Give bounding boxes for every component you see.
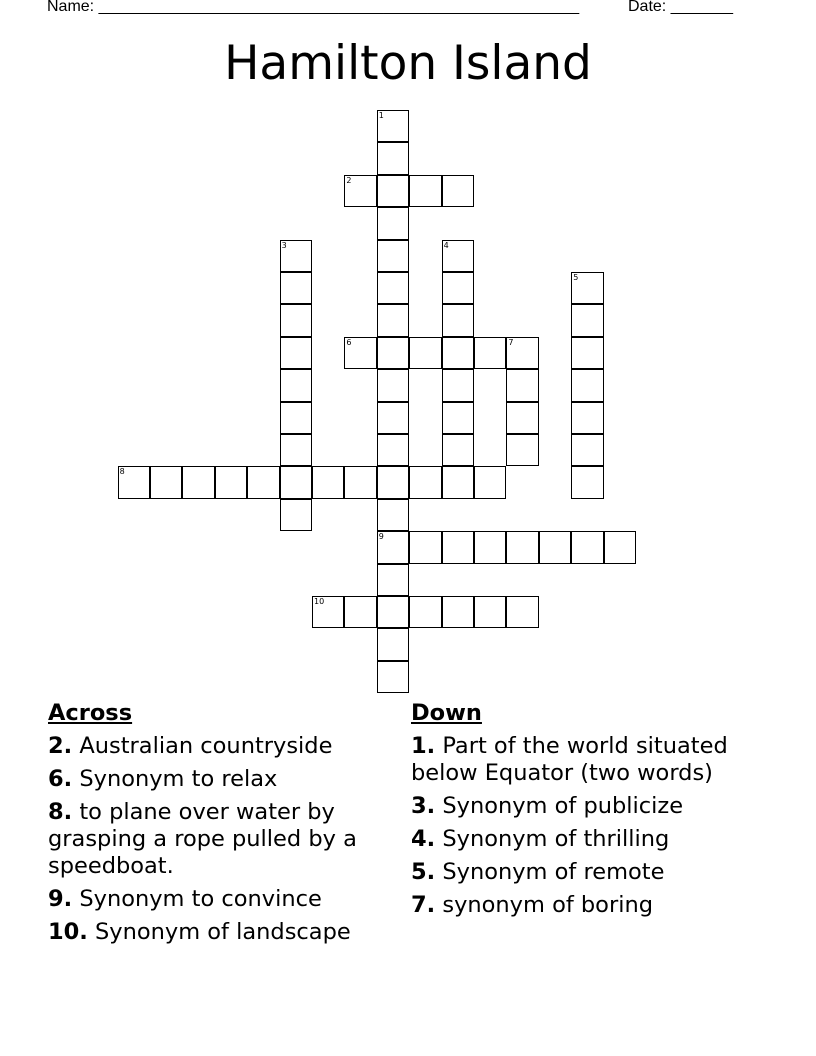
clue-number: 6. bbox=[48, 766, 73, 792]
down-clues bbox=[411, 700, 741, 925]
clue-text: synonym of boring bbox=[435, 892, 653, 918]
grid-cell[interactable] bbox=[377, 434, 409, 466]
grid-cell[interactable] bbox=[280, 466, 312, 498]
down-clue bbox=[411, 892, 741, 919]
grid-cell[interactable] bbox=[506, 402, 538, 434]
grid-cell[interactable] bbox=[377, 369, 409, 401]
grid-cell[interactable] bbox=[474, 466, 506, 498]
grid-cell[interactable] bbox=[377, 110, 409, 142]
cell-number: 9 bbox=[378, 532, 384, 542]
grid-cell[interactable] bbox=[280, 434, 312, 466]
grid-cell[interactable] bbox=[215, 466, 247, 498]
grid-cell[interactable] bbox=[506, 369, 538, 401]
grid-cell[interactable] bbox=[474, 531, 506, 563]
name-field-label: Name: ______________________________________________________ bbox=[47, 0, 580, 15]
clue-text: Synonym of landscape bbox=[87, 919, 351, 945]
grid-cell[interactable] bbox=[571, 466, 603, 498]
down-clue bbox=[411, 859, 741, 886]
across-clue bbox=[48, 886, 400, 913]
grid-cell[interactable] bbox=[377, 337, 409, 369]
grid-cell[interactable] bbox=[377, 142, 409, 174]
across-heading: Across bbox=[48, 700, 133, 726]
grid-cell[interactable] bbox=[571, 272, 603, 304]
page-title: Hamilton Island bbox=[224, 36, 592, 91]
grid-cell[interactable] bbox=[182, 466, 214, 498]
grid-cell[interactable] bbox=[280, 402, 312, 434]
grid-cell[interactable] bbox=[280, 240, 312, 272]
grid-cell[interactable] bbox=[280, 337, 312, 369]
grid-cell[interactable] bbox=[377, 304, 409, 336]
grid-cell[interactable] bbox=[442, 596, 474, 628]
grid-cell[interactable] bbox=[377, 175, 409, 207]
cell-number: 6 bbox=[346, 337, 352, 347]
grid-cell[interactable] bbox=[539, 531, 571, 563]
grid-cell[interactable] bbox=[506, 337, 538, 369]
clue-text: Synonym of thrilling bbox=[435, 826, 670, 852]
grid-cell[interactable] bbox=[442, 531, 474, 563]
down-clue bbox=[411, 793, 741, 820]
grid-cell[interactable] bbox=[344, 466, 376, 498]
grid-cell[interactable] bbox=[312, 466, 344, 498]
grid-cell[interactable] bbox=[571, 304, 603, 336]
clue-text: Australian countryside bbox=[72, 733, 333, 759]
grid-cell[interactable] bbox=[377, 466, 409, 498]
grid-cell[interactable] bbox=[506, 434, 538, 466]
clue-text: Synonym of publicize bbox=[435, 793, 684, 819]
grid-cell[interactable] bbox=[571, 402, 603, 434]
across-clue bbox=[48, 919, 400, 946]
clue-number: 3. bbox=[411, 793, 436, 819]
grid-cell[interactable] bbox=[442, 240, 474, 272]
clue-text: Synonym of remote bbox=[435, 859, 665, 885]
cell-number: 10 bbox=[314, 597, 325, 606]
grid-cell[interactable] bbox=[571, 337, 603, 369]
clue-number: 7. bbox=[411, 892, 436, 918]
grid-cell[interactable] bbox=[377, 628, 409, 660]
clue-number: 1. bbox=[411, 733, 436, 759]
clue-text: Synonym to relax bbox=[72, 766, 278, 792]
grid-cell[interactable] bbox=[442, 175, 474, 207]
grid-cell[interactable] bbox=[280, 369, 312, 401]
across-clue bbox=[48, 799, 400, 880]
grid-cell[interactable] bbox=[409, 337, 441, 369]
grid-cell[interactable] bbox=[442, 369, 474, 401]
grid-cell[interactable] bbox=[344, 337, 376, 369]
cell-number: 1 bbox=[378, 111, 384, 120]
grid-cell[interactable] bbox=[247, 466, 279, 498]
grid-cell[interactable] bbox=[571, 434, 603, 466]
down-clue bbox=[411, 733, 741, 787]
grid-cell[interactable] bbox=[442, 272, 474, 304]
date-field-label: Date: _______ bbox=[628, 0, 733, 15]
cell-number: 5 bbox=[573, 273, 579, 282]
grid-cell[interactable] bbox=[571, 531, 603, 563]
grid-cell[interactable] bbox=[377, 272, 409, 304]
grid-cell[interactable] bbox=[280, 304, 312, 336]
clue-number: 2. bbox=[48, 733, 73, 759]
grid-cell[interactable] bbox=[409, 596, 441, 628]
grid-cell[interactable] bbox=[474, 596, 506, 628]
across-clues bbox=[48, 700, 400, 952]
grid-cell[interactable] bbox=[474, 337, 506, 369]
clue-number: 5. bbox=[411, 859, 436, 885]
grid-cell[interactable] bbox=[506, 596, 538, 628]
clue-text: Part of the world situated below Equator (two words) bbox=[411, 733, 728, 786]
grid-cell[interactable] bbox=[377, 207, 409, 239]
grid-cell[interactable] bbox=[442, 466, 474, 498]
clue-number: 4. bbox=[411, 826, 436, 852]
across-clue bbox=[48, 733, 400, 760]
clue-text: to plane over water by grasping a rope pulled by a speedboat. bbox=[48, 799, 357, 879]
across-clue bbox=[48, 766, 400, 793]
cell-number: 3 bbox=[281, 240, 287, 250]
grid-cell[interactable] bbox=[280, 499, 312, 531]
grid-cell[interactable] bbox=[344, 175, 376, 207]
cell-number: 8 bbox=[119, 467, 125, 477]
grid-cell[interactable] bbox=[344, 596, 376, 628]
clue-number: 9. bbox=[48, 886, 73, 912]
down-heading: Down bbox=[411, 700, 482, 726]
clue-number: 10. bbox=[48, 919, 88, 945]
down-clue bbox=[411, 826, 741, 853]
grid-cell[interactable] bbox=[377, 240, 409, 272]
grid-cell[interactable] bbox=[377, 499, 409, 531]
cell-number: 4 bbox=[443, 240, 449, 250]
grid-cell[interactable] bbox=[377, 531, 409, 563]
grid-cell[interactable] bbox=[409, 466, 441, 498]
grid-cell[interactable] bbox=[506, 531, 538, 563]
grid-cell[interactable] bbox=[442, 434, 474, 466]
grid-cell[interactable] bbox=[409, 175, 441, 207]
grid-cell[interactable] bbox=[377, 596, 409, 628]
grid-cell[interactable] bbox=[571, 369, 603, 401]
grid-cell[interactable] bbox=[312, 596, 344, 628]
grid-cell[interactable] bbox=[377, 661, 409, 693]
grid-cell[interactable] bbox=[118, 466, 150, 498]
clue-number: 8. bbox=[48, 799, 73, 825]
grid-cell[interactable] bbox=[280, 272, 312, 304]
grid-cell[interactable] bbox=[150, 466, 182, 498]
grid-cell[interactable] bbox=[442, 337, 474, 369]
grid-cell[interactable] bbox=[442, 402, 474, 434]
grid-cell[interactable] bbox=[409, 531, 441, 563]
grid-cell[interactable] bbox=[604, 531, 636, 563]
clue-text: Synonym to convince bbox=[72, 886, 322, 912]
grid-cell[interactable] bbox=[442, 304, 474, 336]
grid-cell[interactable] bbox=[377, 402, 409, 434]
cell-number: 2 bbox=[346, 175, 352, 185]
grid-cell[interactable] bbox=[377, 564, 409, 596]
cell-number: 7 bbox=[508, 337, 514, 347]
